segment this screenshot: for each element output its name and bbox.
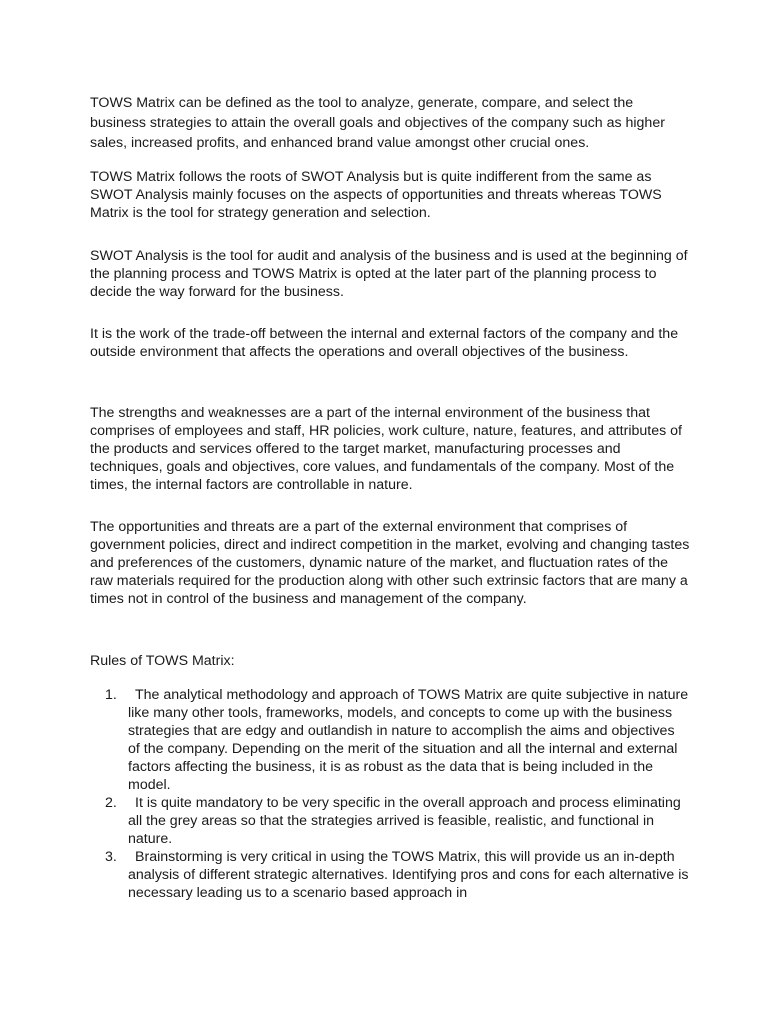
list-item-text: Brainstorming is very critical in using the TOWS Matrix, this will provide us an in-depth analysis of different strategic alternatives. Identifying pros and cons for each alternative is necessary leading us to a scenario based approach in	[128, 849, 689, 901]
paragraph-tows-definition: TOWS Matrix can be defined as the tool to analyze, generate, compare, and select the business strategies to attain the overall goals and objectives of the company such as higher sales, increased profits, and enhanced brand value amongst other crucial ones.	[90, 95, 665, 151]
list-item-number: 2.	[105, 795, 117, 811]
paragraph-external-factors: The opportunities and threats are a part of the external environment that comprises of government policies, direct and indirect competition in the market, evolving and changing tastes and preferences of the customers, dynamic nature of the market, and fluctuation rates of the raw materials required for the production along with other such extrinsic factors that are many a times not in control of the business and management of the company.	[90, 519, 690, 607]
rules-heading: Rules of TOWS Matrix:	[90, 653, 235, 669]
paragraph-trade-off: It is the work of the trade-off between the internal and external factors of the company and the outside environment that affects the operations and overall objectives of the business.	[90, 326, 679, 360]
paragraph-swot-audit: SWOT Analysis is the tool for audit and analysis of the business and is used at the beginning of the planning process and TOWS Matrix is opted at the later part of the planning process to decide the way forward for the business.	[90, 248, 688, 300]
list-item	[90, 848, 690, 902]
paragraph-internal-factors: The strengths and weaknesses are a part of the internal environment of the business that comprises of employees and staff, HR policies, work culture, nature, features, and attributes of the products and services offered to the target market, manufacturing processes and techniques, goals and objectives, core values, and fundamentals of the company. Most of the times, the internal factors are controllable in nature.	[90, 405, 682, 493]
list-item	[90, 686, 690, 794]
list-item-text: It is quite mandatory to be very specific in the overall approach and process eliminating all the grey areas so that the strategies arrived is feasible, realistic, and functional in nature.	[128, 795, 681, 847]
list-item	[90, 794, 690, 848]
list-item-number: 1.	[105, 687, 117, 703]
paragraph-tows-vs-swot: TOWS Matrix follows the roots of SWOT Analysis but is quite indifferent from the same as SWOT Analysis mainly focuses on the aspects of opportunities and threats whereas TOWS Matrix is the tool for strategy generation and selection.	[90, 169, 662, 221]
list-item-text: The analytical methodology and approach of TOWS Matrix are quite subjective in nature like many other tools, frameworks, models, and concepts to come up with the business strategies that are edgy and outlandish in nature to accomplish the aims and objectives of the company. Depending on the merit of the situation and all the internal and external factors affecting the business, it is as robust as the data that is being included in the model.	[128, 687, 689, 793]
list-item-number: 3.	[105, 849, 117, 865]
rules-list	[90, 686, 690, 902]
